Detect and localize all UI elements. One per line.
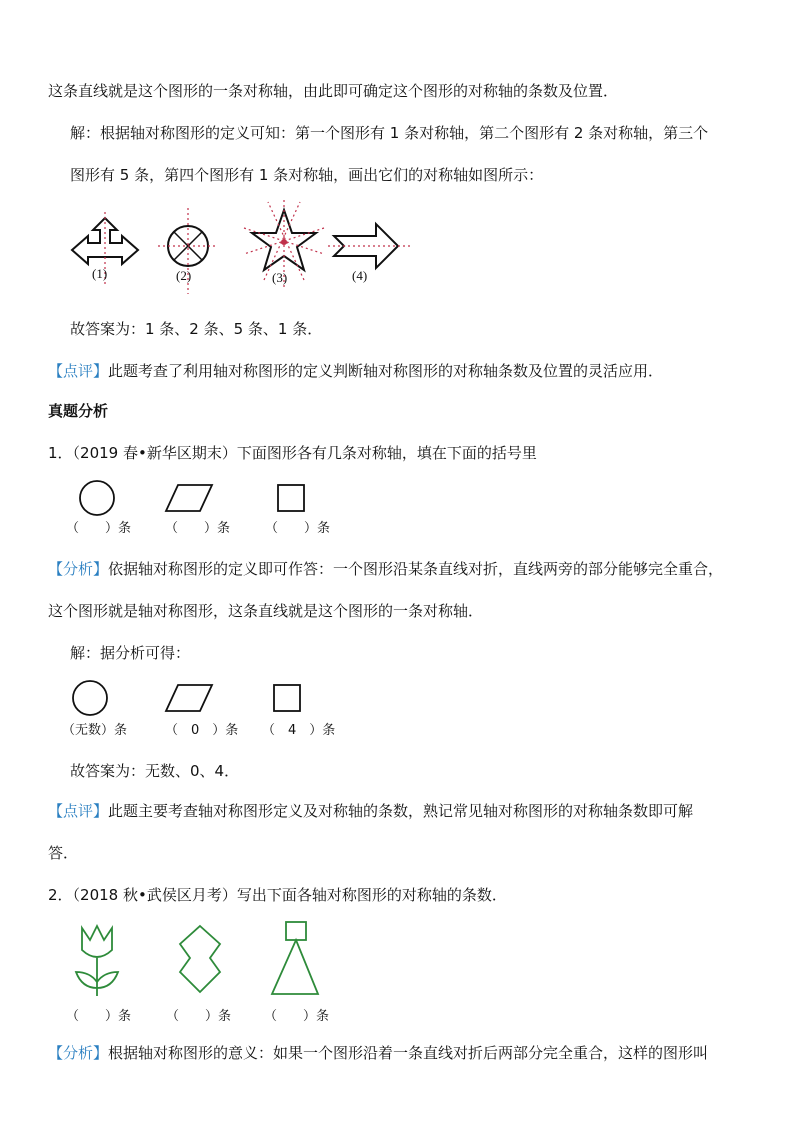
answer-q1: 故答案为：无数、0、4． — [70, 762, 240, 780]
caption-3: (3) — [272, 270, 288, 285]
circle-shape — [158, 208, 218, 294]
analysis-text: 依据轴对称图形的定义即可作答：一个图形沿某条直线对折，直线两旁的部分能够完全重合， — [108, 560, 724, 578]
q1-blank-1: （ ）条 — [66, 521, 132, 536]
a1-square — [274, 685, 300, 711]
section-title: 真题分析 — [48, 402, 109, 420]
analysis-line-1 — [48, 558, 723, 579]
comment-line-1 — [48, 360, 663, 381]
q2-blank-2: （ ）条 — [166, 1009, 232, 1024]
answer-line-1: 故答案为：1 条、2 条、5 条、1 条． — [70, 320, 323, 338]
caption-2: (2) — [176, 268, 192, 283]
q2-blank-1: （ ）条 — [66, 1009, 132, 1024]
q1-square — [278, 485, 304, 511]
q2-figures — [60, 918, 340, 1008]
square-on-triangle-shape — [272, 922, 318, 994]
a1-blank-1: （无数）条 — [62, 723, 128, 738]
a1-blank-2: （ 0 ）条 — [165, 723, 239, 738]
double-leaf-shape — [180, 926, 220, 992]
analysis-q2-text: 根据轴对称图形的意义：如果一个图形沿着一条直线对折后两部分完全重合，这样的图形叫 — [108, 1044, 709, 1062]
solution-line-2: 图形有 5 条，第四个图形有 1 条对称轴，画出它们的对称轴如图所示： — [70, 166, 544, 184]
analysis-q2-tag: 【分析】 — [48, 1044, 109, 1062]
a1-blank-3: （ 4 ）条 — [262, 723, 336, 738]
double-arrow-shape — [72, 212, 138, 286]
comment-q1-line-2: 答． — [48, 844, 79, 862]
comment-q1-text: 此题主要考查轴对称图形定义及对称轴的条数，熟记常见轴对称图形的对称轴条数即可解 — [108, 802, 694, 820]
comment-text: 此题考查了利用轴对称图形的定义判断轴对称图形的对称轴条数及位置的灵活应用． — [108, 362, 664, 380]
caption-1: (1) — [92, 266, 108, 281]
q1-blank-2: （ ）条 — [165, 521, 231, 536]
analysis-q2-line-1 — [48, 1042, 708, 1063]
solution-q1: 解：据分析可得： — [70, 644, 191, 662]
analysis-line-2: 这个图形就是轴对称图形，这条直线就是这个图形的一条对称轴． — [48, 602, 484, 620]
right-arrow-shape — [328, 224, 410, 283]
question-2: 2．（2018 秋•武侯区月考）写出下面各轴对称图形的对称轴的条数． — [48, 886, 507, 904]
comment-q1-line-1 — [48, 800, 693, 821]
a1-parallelogram — [166, 685, 212, 711]
q1-parallelogram — [166, 485, 212, 511]
tulip-shape — [76, 926, 118, 996]
question-1: 1．（2019 春•新华区期末）下面图形各有几条对称轴，填在下面的括号里 — [48, 444, 537, 462]
comment-q1-tag: 【点评】 — [48, 802, 109, 820]
a1-circle — [73, 681, 107, 715]
analysis-tag: 【分析】 — [48, 560, 109, 578]
q1-circle — [80, 481, 114, 515]
caption-4: (4) — [352, 268, 368, 283]
symmetry-axes-figure — [60, 198, 420, 298]
comment-tag: 【点评】 — [48, 362, 109, 380]
star-shape — [244, 200, 324, 288]
paragraph-line-1: 这条直线就是这个图形的一条对称轴，由此即可确定这个图形的对称轴的条数及位置． — [48, 82, 619, 100]
q2-blank-3: （ ）条 — [264, 1009, 330, 1024]
q1-blank-3: （ ）条 — [265, 521, 331, 536]
solution-line-1: 解：根据轴对称图形的定义可知：第一个图形有 1 条对称轴，第二个图形有 2 条对称轴，第三个 — [70, 124, 709, 142]
